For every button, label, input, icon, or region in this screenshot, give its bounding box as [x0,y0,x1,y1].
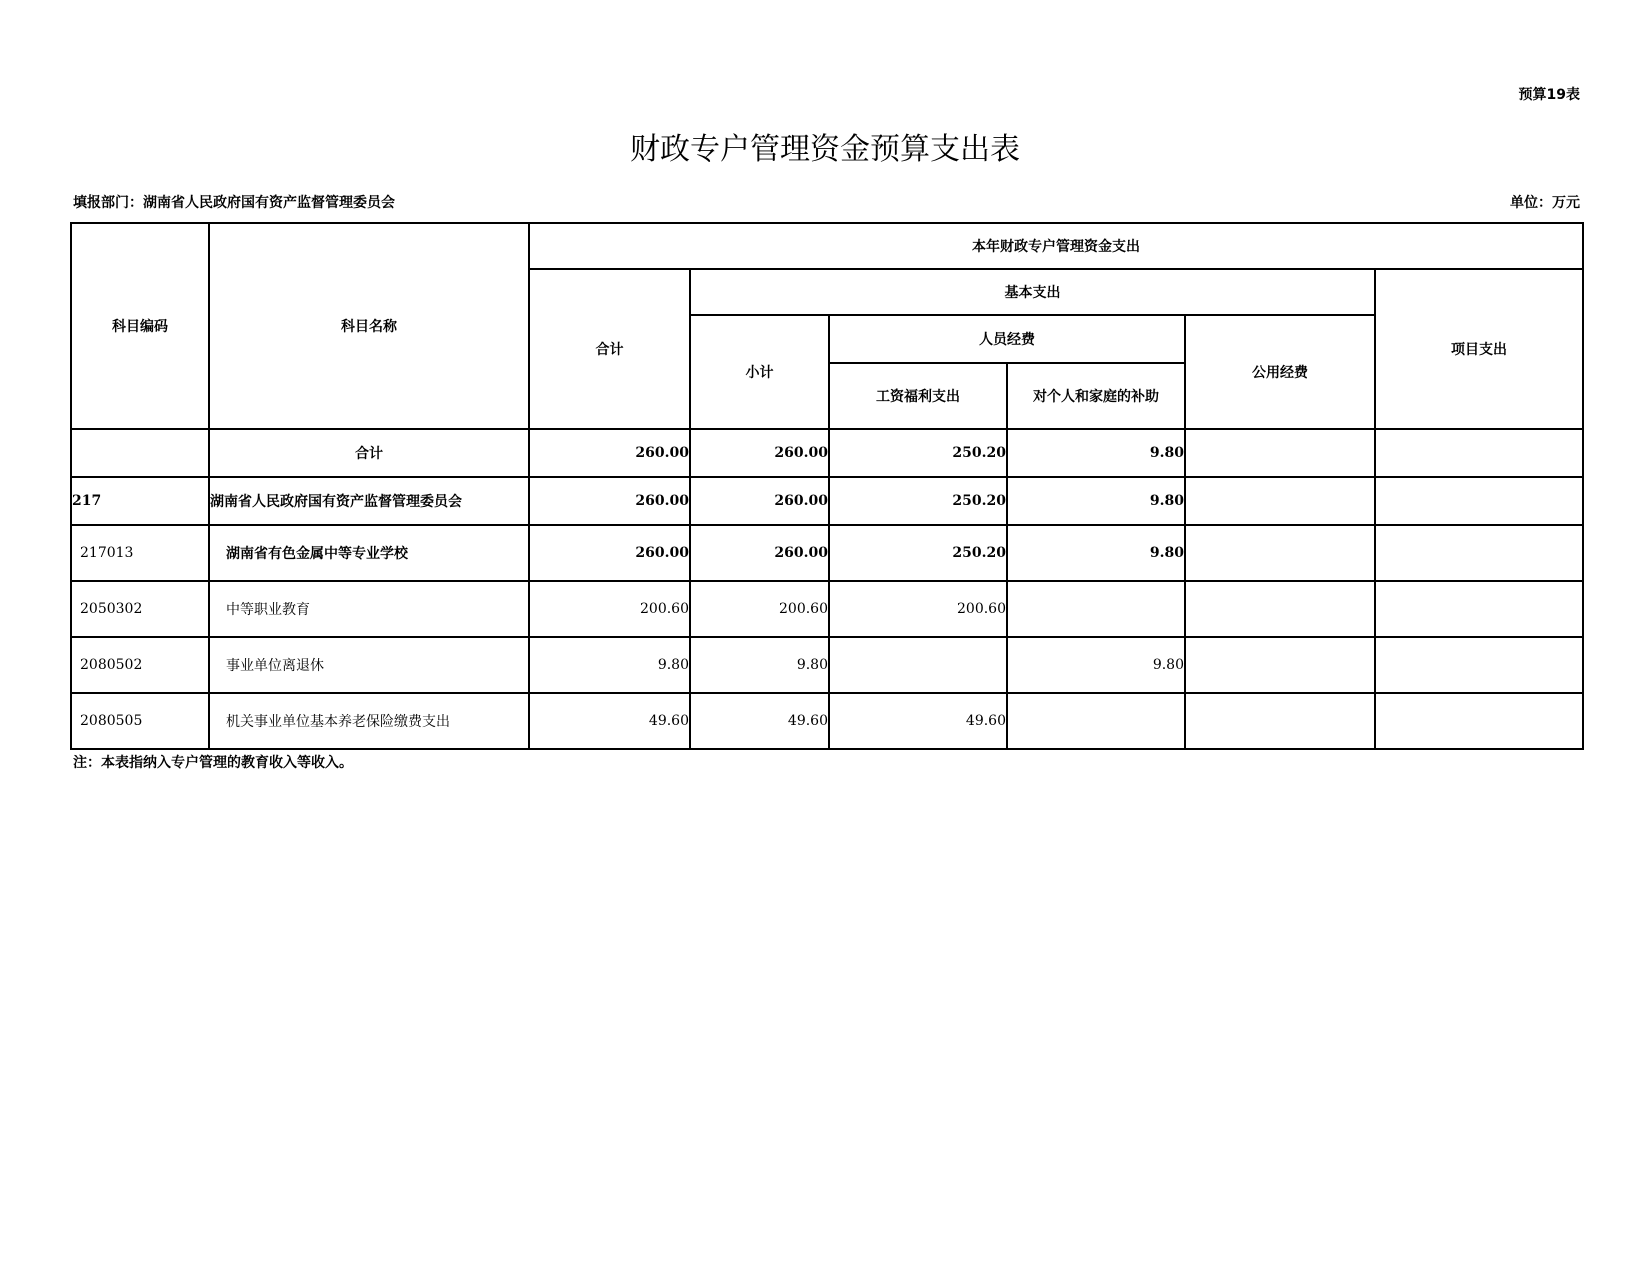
table-row [71,581,1583,637]
table-row [71,693,1583,749]
cell-code: 217 [71,477,209,525]
cell-name: 湖南省有色金属中等专业学校 [209,525,529,581]
cell-total: 260.00 [529,525,690,581]
cell-code: 2080502 [71,637,209,693]
header-subsidy: 对个人和家庭的补助 [1007,363,1185,429]
cell-public [1185,581,1375,637]
cell-subsidy: 9.80 [1007,525,1185,581]
cell-subsidy: 9.80 [1007,429,1185,477]
cell-code: 2080505 [71,693,209,749]
cell-public [1185,429,1375,477]
reporting-department: 填报部门：湖南省人民政府国有资产监督管理委员会 [73,195,395,211]
cell-subtotal: 260.00 [690,429,829,477]
table-number: 预算19表 [1518,87,1580,103]
cell-name: 中等职业教育 [209,581,529,637]
cell-subsidy: 9.80 [1007,477,1185,525]
cell-code [71,429,209,477]
header-project: 项目支出 [1375,269,1583,429]
cell-code: 2050302 [71,581,209,637]
cell-project [1375,429,1583,477]
cell-name: 湖南省人民政府国有资产监督管理委员会 [209,477,529,525]
cell-subsidy [1007,581,1185,637]
table-row [71,429,1583,477]
page-title: 财政专户管理资金预算支出表 [630,132,1020,167]
table-note: 注：本表指纳入专户管理的教育收入等收入。 [73,755,353,771]
cell-project [1375,693,1583,749]
unit-label: 单位：万元 [1510,195,1580,211]
table-row [71,637,1583,693]
cell-salary: 200.60 [829,581,1007,637]
cell-salary [829,637,1007,693]
cell-subsidy: 9.80 [1007,637,1185,693]
budget-table [70,222,1584,750]
header-code: 科目编码 [71,223,209,429]
cell-code: 217013 [71,525,209,581]
header-subtotal: 小计 [690,315,829,429]
cell-project [1375,581,1583,637]
header-total: 合计 [529,269,690,429]
cell-public [1185,525,1375,581]
cell-subtotal: 9.80 [690,637,829,693]
cell-salary: 49.60 [829,693,1007,749]
cell-total: 260.00 [529,477,690,525]
cell-name: 事业单位离退休 [209,637,529,693]
cell-name: 合计 [209,429,529,477]
cell-subtotal: 260.00 [690,525,829,581]
cell-public [1185,693,1375,749]
cell-salary: 250.20 [829,477,1007,525]
cell-name: 机关事业单位基本养老保险缴费支出 [209,693,529,749]
header-name: 科目名称 [209,223,529,429]
cell-salary: 250.20 [829,429,1007,477]
cell-project [1375,525,1583,581]
header-salary: 工资福利支出 [829,363,1007,429]
cell-subtotal: 260.00 [690,477,829,525]
cell-public [1185,477,1375,525]
table-row [71,477,1583,525]
cell-subtotal: 200.60 [690,581,829,637]
cell-total: 9.80 [529,637,690,693]
cell-public [1185,637,1375,693]
cell-salary: 250.20 [829,525,1007,581]
header-basic: 基本支出 [690,269,1375,315]
header-personnel: 人员经费 [829,315,1185,363]
cell-project [1375,477,1583,525]
cell-total: 260.00 [529,429,690,477]
cell-subsidy [1007,693,1185,749]
header-group: 本年财政专户管理资金支出 [529,223,1583,269]
cell-project [1375,637,1583,693]
cell-total: 49.60 [529,693,690,749]
header-public: 公用经费 [1185,315,1375,429]
table-row [71,525,1583,581]
cell-total: 200.60 [529,581,690,637]
cell-subtotal: 49.60 [690,693,829,749]
